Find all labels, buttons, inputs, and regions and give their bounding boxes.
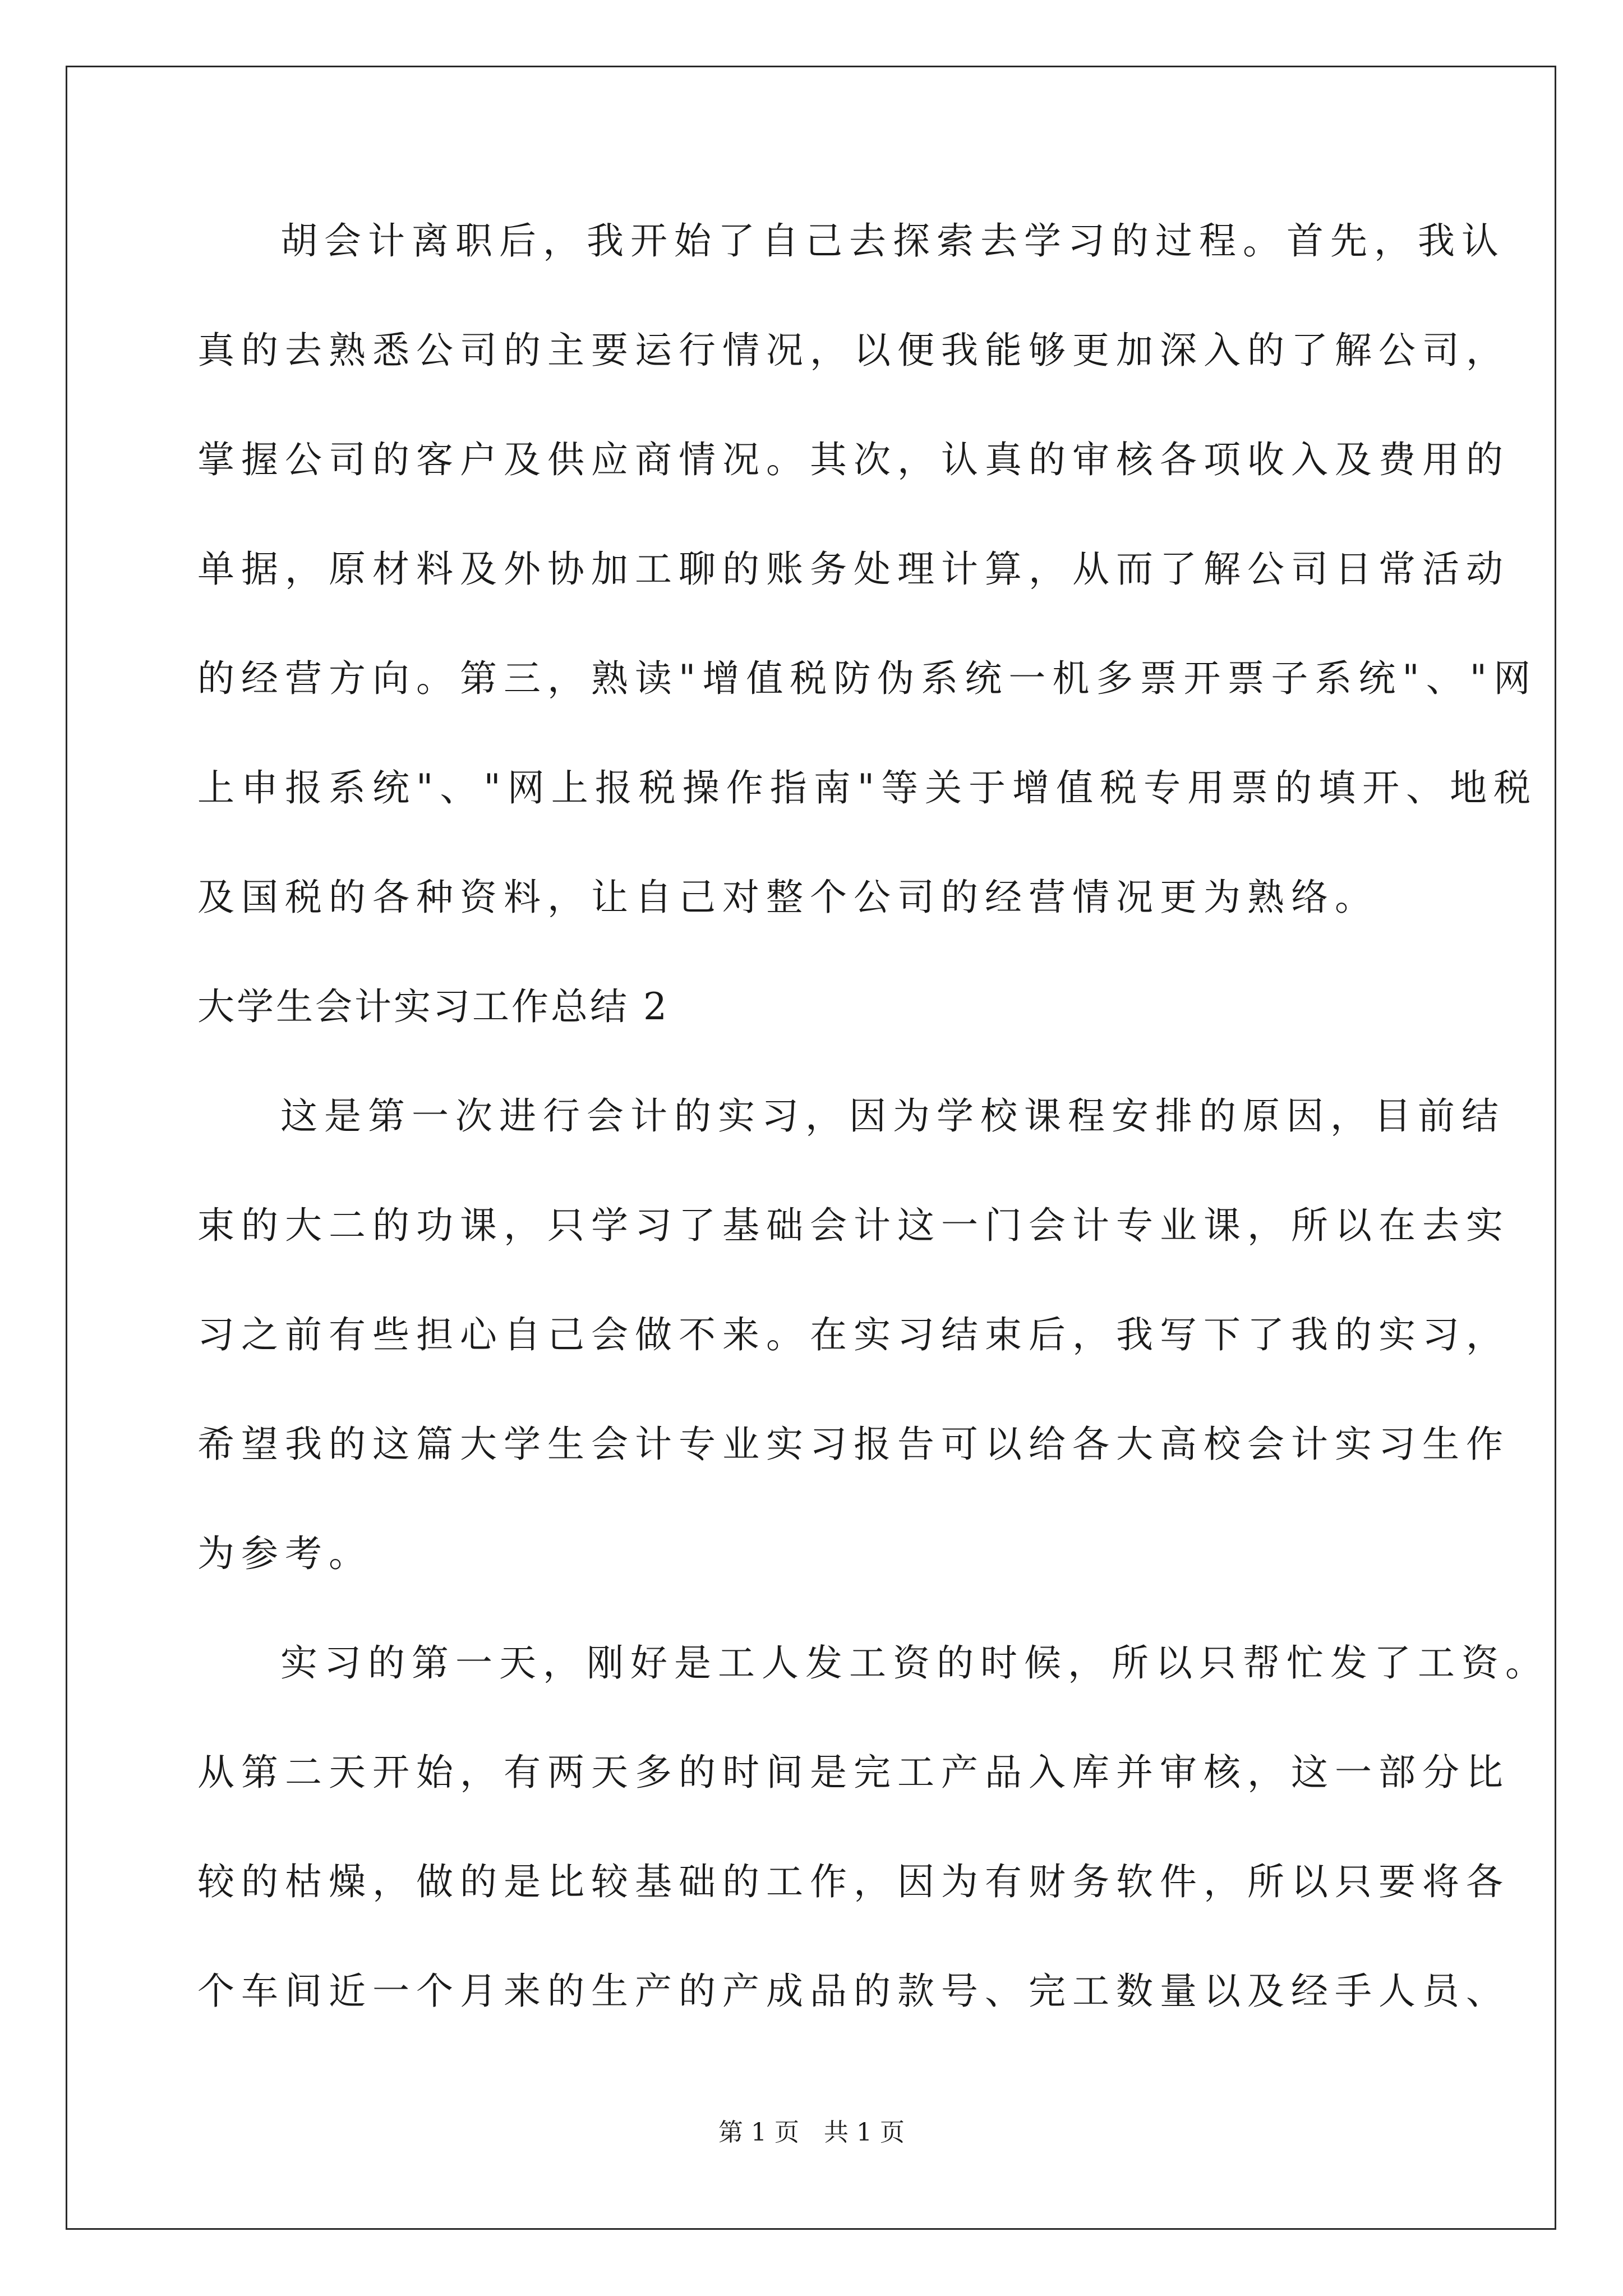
paragraph-line: 从第二天开始，有两天多的时间是完工产品入库并审核，这一部分比 — [197, 1751, 1510, 1794]
page-footer — [0, 2112, 1623, 2148]
paragraph-line: 束的大二的功课，只学习了基础会计这一门会计专业课，所以在去实 — [197, 1204, 1510, 1247]
document-body — [197, 213, 1549, 2073]
paragraph-line: 上申报系统"、"网上报税操作指南"等关于增值税专用票的填开、地税 — [197, 766, 1538, 809]
paragraph-line: 单据，原材料及外协加工聊的账务处理计算，从而了解公司日常活动 — [197, 547, 1510, 591]
paragraph-2 — [197, 1088, 1510, 1635]
section-heading: 大学生会计实习工作总结 2 — [197, 985, 669, 1028]
paragraph-line: 的经营方向。第三，熟读"增值税防伪系统一机多票开票子系统"、"网 — [197, 657, 1538, 700]
paragraph-line: 掌握公司的客户及供应商情况。其次，认真的审核各项收入及费用的 — [197, 438, 1510, 481]
paragraph-1 — [197, 213, 1538, 979]
paragraph-line: 实习的第一天，刚好是工人发工资的时候，所以只帮忙发了工资。 — [280, 1641, 1549, 1685]
paragraph-line: 个车间近一个月来的生产的产成品的款号、完工数量以及经手人员、 — [197, 1970, 1510, 2013]
paragraph-line: 真的去熟悉公司的主要运行情况，以便我能够更加深入的了解公司， — [197, 329, 1510, 372]
paragraph-3 — [197, 1635, 1549, 2073]
paragraph-line: 希望我的这篇大学生会计专业实习报告可以给各大高校会计实习生作 — [197, 1423, 1510, 1466]
page-total: 共 1 页 — [824, 2118, 905, 2147]
paragraph-line: 及国税的各种资料，让自己对整个公司的经营情况更为熟络。 — [197, 876, 1378, 919]
paragraph-line: 胡会计离职后，我开始了自己去探索去学习的过程。首先，我认 — [280, 219, 1505, 263]
paragraph-line: 这是第一次进行会计的实习，因为学校课程安排的原因，目前结 — [280, 1094, 1505, 1138]
paragraph-line: 习之前有些担心自己会做不来。在实习结束后，我写下了我的实习， — [197, 1313, 1510, 1356]
page-number: 第 1 页 — [718, 2118, 799, 2147]
paragraph-line: 为参考。 — [197, 1532, 372, 1575]
paragraph-line: 较的枯燥，做的是比较基础的工作，因为有财务软件，所以只要将各 — [197, 1860, 1510, 1903]
